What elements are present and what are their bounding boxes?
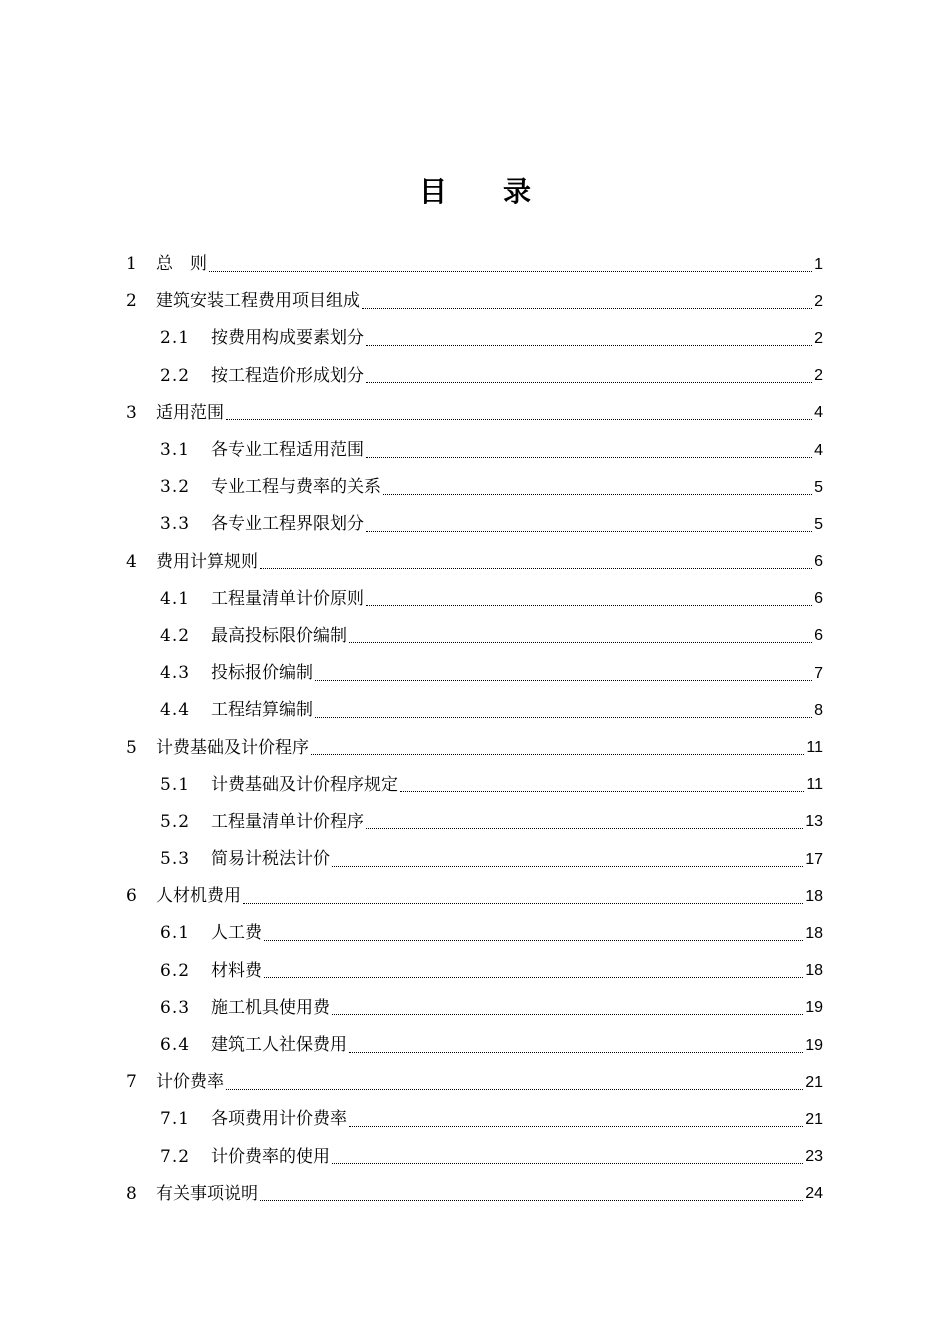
toc-entry-section[interactable] — [0, 655, 950, 692]
toc-entry-page-number: 7 — [814, 664, 823, 682]
toc-entry-number: 2.1 — [160, 328, 191, 349]
dot-leader — [226, 1088, 803, 1090]
toc-entry-page-number: 1 — [814, 255, 823, 273]
toc-entry-page-number: 18 — [805, 962, 823, 980]
toc-entry-number: 6.1 — [160, 923, 191, 944]
toc-entry-number: 3.3 — [160, 514, 191, 535]
toc-entry-number: 4.4 — [160, 700, 191, 721]
toc-entry-label: 施工机具使用费 — [211, 997, 330, 1018]
toc-entry-number: 4.2 — [160, 625, 191, 646]
toc-entry-page-number: 17 — [805, 850, 823, 868]
toc-entry-label: 工程量清单计价原则 — [211, 588, 364, 609]
toc-entry-page-number: 2 — [814, 329, 823, 347]
page-title — [0, 170, 950, 210]
toc-entry-label: 适用范围 — [156, 402, 224, 423]
toc-entry-section[interactable] — [0, 358, 950, 395]
dot-leader — [243, 902, 803, 904]
dot-leader — [349, 641, 812, 643]
toc-entry-page-number: 4 — [814, 441, 823, 459]
toc-entry-chapter[interactable] — [0, 544, 950, 581]
dot-leader — [332, 865, 803, 867]
toc-entry-label: 人材机费用 — [156, 886, 241, 907]
toc-entry-label: 专业工程与费率的关系 — [211, 477, 381, 498]
toc-entry-page-number: 2 — [814, 367, 823, 385]
toc-entry-chapter[interactable] — [0, 1064, 950, 1101]
dot-leader — [315, 716, 812, 718]
toc-entry-section[interactable] — [0, 1139, 950, 1176]
toc-entry-number: 5.2 — [160, 811, 191, 832]
toc-entry-label: 计价费率 — [156, 1072, 224, 1093]
title-char: 目 — [418, 175, 447, 208]
toc-entry-label: 计费基础及计价程序规定 — [211, 774, 398, 795]
toc-entry-label: 计价费率的使用 — [211, 1146, 330, 1167]
toc-entry-label: 投标报价编制 — [211, 663, 313, 684]
toc-entry-number: 4.1 — [160, 588, 191, 609]
toc-entry-section[interactable] — [0, 841, 950, 878]
toc-entry-number: 4 — [126, 551, 137, 572]
toc-entry-number: 4.3 — [160, 663, 191, 684]
dot-leader — [226, 418, 812, 420]
toc-entry-page-number: 21 — [805, 1110, 823, 1128]
toc-entry-page-number: 6 — [814, 590, 823, 608]
toc-entry-section[interactable] — [0, 320, 950, 357]
toc-entry-page-number: 18 — [805, 887, 823, 905]
toc-entry-label: 最高投标限价编制 — [211, 625, 347, 646]
toc-entry-page-number: 19 — [805, 1036, 823, 1054]
toc-entry-page-number: 6 — [814, 553, 823, 571]
toc-entry-number: 7.2 — [160, 1146, 191, 1167]
toc-entry-page-number: 24 — [805, 1185, 823, 1203]
toc-entry-section[interactable] — [0, 469, 950, 506]
toc-entry-label: 各项费用计价费率 — [211, 1109, 347, 1130]
dot-leader — [362, 307, 812, 309]
toc-entry-number: 1 — [126, 254, 137, 275]
toc-entry-number: 3.1 — [160, 440, 191, 461]
toc-entry-section[interactable] — [0, 1027, 950, 1064]
toc-entry-page-number: 5 — [814, 515, 823, 533]
dot-leader — [366, 827, 803, 829]
toc-entry-label: 人工费 — [211, 923, 262, 944]
dot-leader — [311, 753, 804, 755]
toc-entry-number: 8 — [126, 1183, 137, 1204]
toc-entry-label: 工程量清单计价程序 — [211, 811, 364, 832]
dot-leader — [264, 976, 803, 978]
dot-leader — [366, 344, 812, 346]
toc-entry-label: 建筑安装工程费用项目组成 — [156, 291, 360, 312]
toc-entry-page-number: 11 — [806, 776, 823, 794]
toc-entry-page-number: 4 — [814, 404, 823, 422]
dot-leader — [366, 456, 812, 458]
dot-leader — [349, 1051, 803, 1053]
toc-entry-page-number: 23 — [805, 1148, 823, 1166]
dot-leader — [315, 679, 812, 681]
dot-leader — [332, 1162, 803, 1164]
toc-entry-label: 简易计税法计价 — [211, 849, 330, 870]
toc-entry-label: 计费基础及计价程序 — [156, 737, 309, 758]
title-char: 录 — [503, 175, 532, 208]
toc-entry-section[interactable] — [0, 506, 950, 543]
toc-entry-section[interactable] — [0, 581, 950, 618]
toc-entry-section[interactable] — [0, 990, 950, 1027]
toc-entry-chapter[interactable] — [0, 1176, 950, 1213]
toc-entry-page-number: 5 — [814, 478, 823, 496]
toc-entry-chapter[interactable] — [0, 246, 950, 283]
toc-entry-label: 各专业工程适用范围 — [211, 440, 364, 461]
toc-entry-section[interactable] — [0, 432, 950, 469]
toc-entry-page-number: 11 — [806, 739, 823, 757]
toc-entry-page-number: 2 — [814, 292, 823, 310]
toc-entry-number: 2 — [126, 291, 137, 312]
toc-entry-label: 总 则 — [156, 254, 207, 275]
toc-entry-label: 费用计算规则 — [156, 551, 258, 572]
toc-entry-number: 3 — [126, 402, 137, 423]
toc-entry-section[interactable] — [0, 804, 950, 841]
toc-entry-label: 有关事项说明 — [156, 1183, 258, 1204]
toc-entry-number: 2.2 — [160, 365, 191, 386]
toc-entry-number: 5.3 — [160, 849, 191, 870]
toc-entry-label: 工程结算编制 — [211, 700, 313, 721]
toc-entry-number: 7 — [126, 1072, 137, 1093]
toc-entry-page-number: 8 — [814, 701, 823, 719]
toc-entry-label: 各专业工程界限划分 — [211, 514, 364, 535]
dot-leader — [383, 493, 812, 495]
toc-entry-chapter[interactable] — [0, 729, 950, 766]
toc-entry-section[interactable] — [0, 692, 950, 729]
toc-entry-section[interactable] — [0, 618, 950, 655]
toc-entry-page-number: 19 — [805, 999, 823, 1017]
toc-entry-number: 5.1 — [160, 774, 191, 795]
toc-entry-chapter[interactable] — [0, 878, 950, 915]
toc-entry-page-number: 21 — [805, 1073, 823, 1091]
toc-entry-section[interactable] — [0, 1101, 950, 1138]
toc-entry-label: 按工程造价形成划分 — [211, 365, 364, 386]
toc-entry-label: 建筑工人社保费用 — [211, 1035, 347, 1056]
dot-leader — [366, 530, 812, 532]
toc-entry-chapter[interactable] — [0, 395, 950, 432]
table-of-contents — [0, 246, 950, 1213]
toc-entry-number: 3.2 — [160, 477, 191, 498]
dot-leader — [260, 1199, 803, 1201]
toc-entry-label: 按费用构成要素划分 — [211, 328, 364, 349]
toc-entry-section[interactable] — [0, 915, 950, 952]
toc-entry-number: 7.1 — [160, 1109, 191, 1130]
toc-entry-number: 6 — [126, 886, 137, 907]
dot-leader — [366, 381, 812, 383]
dot-leader — [264, 939, 803, 941]
toc-entry-section[interactable] — [0, 767, 950, 804]
toc-entry-number: 6.2 — [160, 960, 191, 981]
toc-entry-number: 6.3 — [160, 997, 191, 1018]
dot-leader — [366, 604, 812, 606]
toc-entry-label: 材料费 — [211, 960, 262, 981]
toc-entry-page-number: 18 — [805, 924, 823, 942]
dot-leader — [332, 1013, 803, 1015]
toc-entry-section[interactable] — [0, 953, 950, 990]
toc-entry-page-number: 6 — [814, 627, 823, 645]
dot-leader — [400, 790, 804, 792]
toc-entry-number: 5 — [126, 737, 137, 758]
dot-leader — [260, 567, 812, 569]
toc-entry-number: 6.4 — [160, 1035, 191, 1056]
dot-leader — [209, 270, 812, 272]
dot-leader — [349, 1125, 803, 1127]
toc-entry-chapter[interactable] — [0, 283, 950, 320]
toc-entry-page-number: 13 — [805, 813, 823, 831]
